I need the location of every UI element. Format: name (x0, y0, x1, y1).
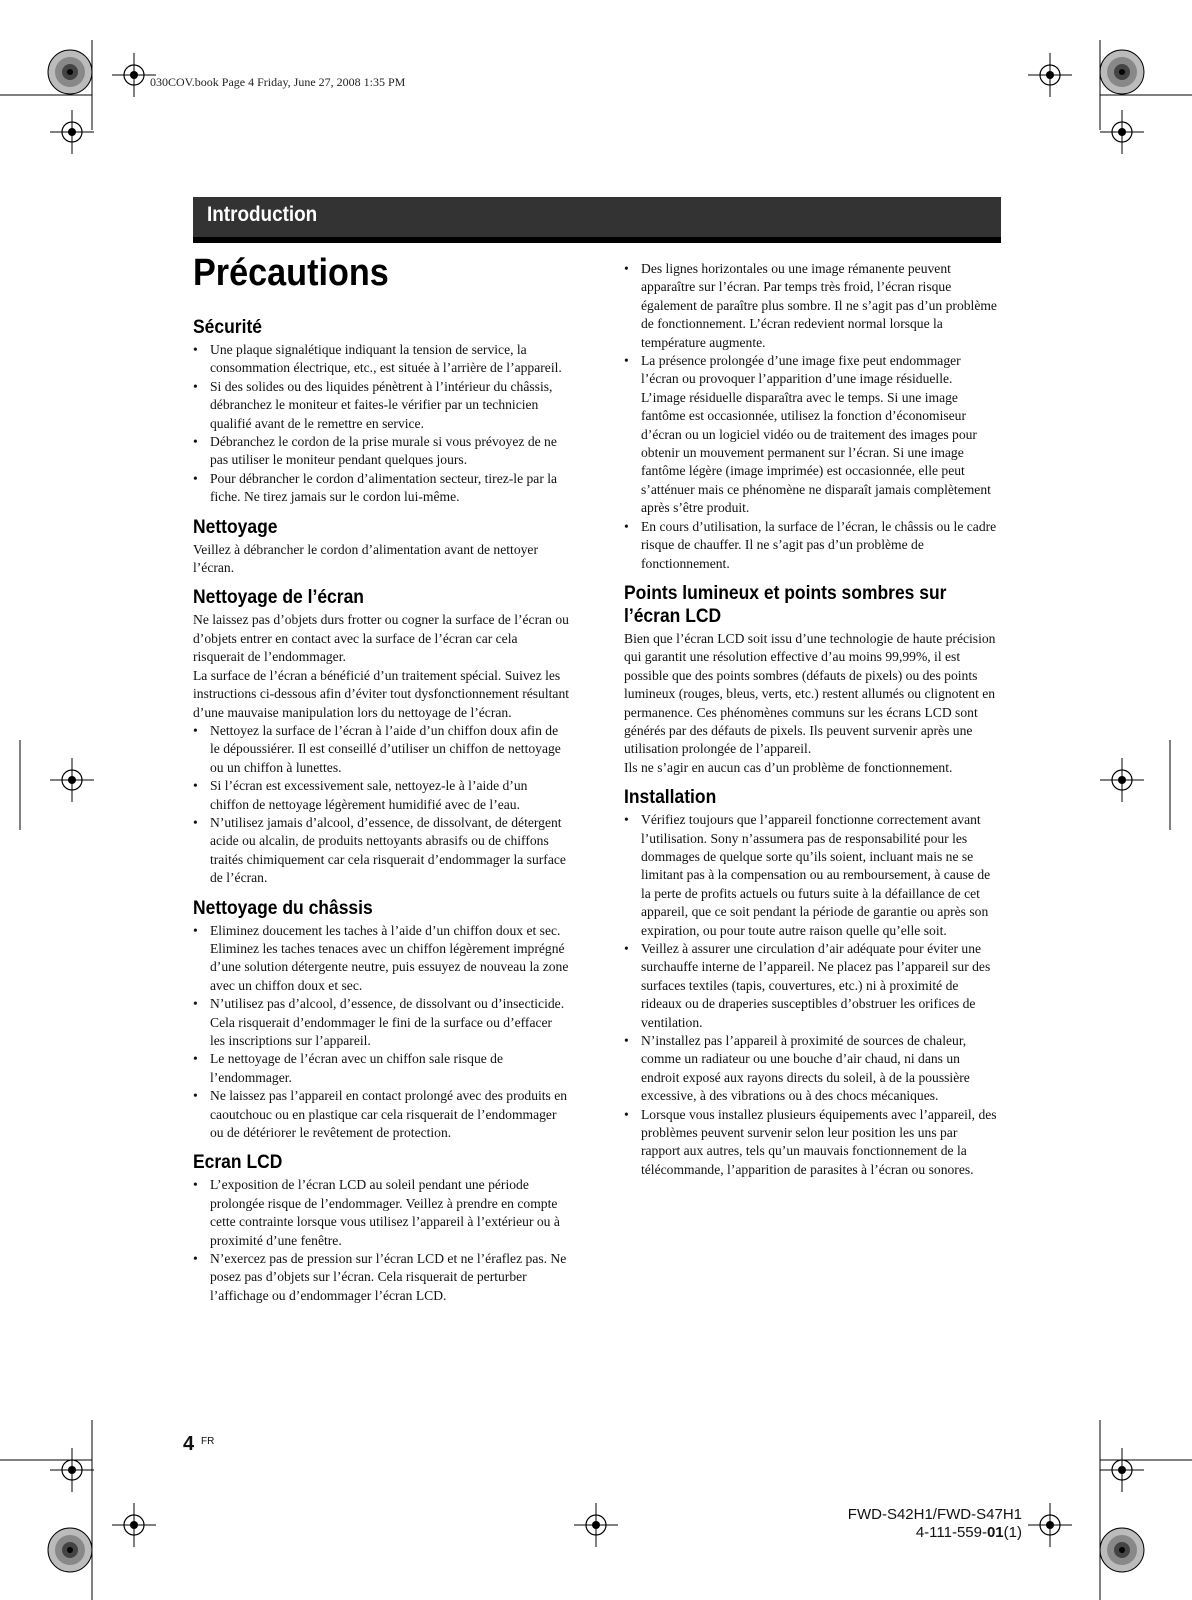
list-item: • L’exposition de l’écran LCD au soleil pendant une période prolongée risque de l’endommager. Veillez à prendre en compte cette contrainte lorsque vous utilisez l’appareil à l’extérieur ou à proximité d’une fenêtre. (193, 1176, 569, 1250)
heading-nettoyage-chassis: Nettoyage du châssis (193, 897, 373, 919)
page-title: Précautions (193, 252, 389, 294)
ecran-lcd-list (193, 1176, 569, 1305)
nettoyage-ecran-p2: La surface de l’écran a bénéficié d’un traitement spécial. Suivez les instructions ci-dessous afin d’éviter tout dysfonctionnement résultant d’une mauvaise manipulation lors du nettoyage de l’écran. (193, 667, 570, 720)
heading-points-lumineux: Points lumineux et points sombres sur l’écran LCD (624, 582, 947, 627)
list-item: • Ne laissez pas l’appareil en contact prolongé avec des produits en caoutchouc ou en plastique car cela risquerait de l’endommager ou de détériorer le revêtement de protection. (193, 1087, 569, 1142)
list-item: • Pour débrancher le cordon d’alimentation secteur, tirez-le par la fiche. Ne tirez jamais sur le cordon lui-même. (193, 470, 569, 507)
part-code (848, 1524, 1022, 1542)
nettoyage-ecran-p1: Ne laissez pas d’objets durs frotter ou cogner la surface de l’écran ou d’objets entrer en contact avec la surface de l’écran car cela risquerait de l’endommager. (193, 612, 569, 665)
heading-installation: Installation (624, 787, 717, 809)
list-item: • Si l’écran est excessivement sale, nettoyez-le à l’aide d’un chiffon de nettoyage légèrement humidifié avec de l’eau. (193, 777, 569, 814)
nettoyage-chassis-list (193, 922, 569, 1143)
section-label: Introduction (207, 203, 318, 226)
book-info: 030COV.book Page 4 Friday, June 27, 2008 1:35 PM (150, 75, 406, 89)
heading-nettoyage-ecran: Nettoyage de l’écran (193, 587, 364, 609)
lcd-continued-list (624, 260, 1000, 573)
list-item: • N’installez pas l’appareil à proximité de sources de chaleur, comme un radiateur ou une bouche d’air chaud, ni dans un endroit exposé aux rayons directs du soleil, à de la poussière excessive, à des vibrations ou à des chocs mécaniques. (624, 1032, 1000, 1106)
list-item: • La présence prolongée d’une image fixe peut endommager l’écran ou provoquer l’apparition d’une image résiduelle. L’image résiduelle disparaîtra avec le temps. Si une image fantôme est occasionnée, utilisez la fonction d’économiseur d’écran ou un logiciel vidéo ou de traitement des images pour obtenir un mouvement permanent sur l’écran. Si une image fantôme légère (image imprimée) est occasionnée, elle peut s’atténuer mais ce phénomène ne disparaît jamais complètement après s’être produit. (624, 352, 1000, 518)
list-item: • Veillez à assurer une circulation d’air adéquate pour éviter une surchauffe interne de l’appareil. Ne placez pas l’appareil sur des surfaces textiles (tapis, couvertures, etc.) ni à proximité de rideaux ou de draperies susceptibles d’obstruer les orifices de ventilation. (624, 940, 1000, 1032)
heading-nettoyage: Nettoyage (193, 516, 278, 538)
list-item: • N’exercez pas de pression sur l’écran LCD et ne l’éraflez pas. Ne posez pas d’objets sur l’écran. Cela risquerait de perturber l’affichage ou d’endommager l’écran LCD. (193, 1250, 569, 1305)
part-code-suffix: (1) (1003, 1524, 1022, 1541)
list-item: • Des lignes horizontales ou une image rémanente peuvent apparaître sur l’écran. Par temps très froid, l’écran risque également de paraître plus sombre. Il ne s’agit pas d’un problème de fonctionnement. L’écran redevient normal lorsque la température augmente. (624, 260, 1000, 352)
installation-list (624, 811, 1000, 1179)
heading-securite: Sécurité (193, 317, 262, 338)
list-item: • N’utilisez jamais d’alcool, d’essence, de dissolvant, de détergent acide ou alcalin, de produits nettoyants abrasifs ou de chiffons traités chimiquement car cela risquerait d’endommager la surface de l’écran. (193, 814, 569, 888)
list-item: • N’utilisez pas d’alcool, d’essence, de dissolvant ou d’insecticide. Cela risquerait d’endommager le fini de la surface ou d’effacer les inscriptions sur l’appareil. (193, 995, 569, 1050)
securite-list (193, 341, 569, 507)
rosette-mark-br (1100, 1528, 1144, 1572)
nettoyage-text: Veillez à débrancher le cordon d’alimentation avant de nettoyer l’écran. (193, 541, 538, 576)
right-column (624, 260, 1000, 1179)
list-item: • Si des solides ou des liquides pénètrent à l’intérieur du châssis, débranchez le moniteur et faites-le vérifier par un technicien qualifié avant de le remettre en service. (193, 378, 569, 433)
list-item: • Une plaque signalétique indiquant la tension de service, la consommation électrique, etc., est située à l’arrière de l’appareil. (193, 341, 569, 378)
list-item: • Débranchez le cordon de la prise murale si vous prévoyez de ne pas utiliser le moniteur pendant quelques jours. (193, 433, 569, 470)
list-item: • Eliminez doucement les taches à l’aide d’un chiffon doux et sec. Eliminez les taches tenaces avec un chiffon légèrement imprégné d’une solution détergente neutre, puis essuyez de nouveau la zone avec un chiffon doux et sec. (193, 922, 569, 996)
list-item: • Vérifiez toujours que l’appareil fonctionne correctement avant l’utilisation. Sony n’assumera pas de responsabilité pour les dommages de quelque sorte qu’ils soient, incluant mais ne se limitant pas à la compensation ou au remboursement, à cause de la perte de profits actuels ou futurs suite à la défaillance de cet appareil, que ce soit pendant la période de garantie ou après son expiration, ou pour toute autre raison quelle qu’elle soit. (624, 811, 1000, 940)
points-p1: Bien que l’écran LCD soit issu d’une technologie de haute précision qui garantit une résolution effective d’au moins 99,99%, il est possible que des points sombres (défauts de pixels) ou des points lumineux (rouges, bleus, verts, etc.) restent allumés ou clignotent en permanence. Ces phénomènes communs sur les écrans LCD sont générés par des défauts de pixels. Ils peuvent survenir après une utilisation prolongée de l’appareil. (624, 630, 996, 757)
section-header-bar (193, 197, 1001, 243)
list-item: • Lorsque vous installez plusieurs équipements avec l’appareil, des problèmes peuvent survenir selon leur position les uns par rapport aux autres, tels qu’un mauvais fonctionnement de la télécommande, l’apparition de parasites à l’écran ou sonores. (624, 1106, 1000, 1180)
points-p2: Ils ne s’agir en aucun cas d’un problème de fonctionnement. (624, 759, 953, 775)
model-info (848, 1506, 1022, 1542)
left-column (193, 316, 569, 1305)
heading-ecran-lcd: Ecran LCD (193, 1152, 283, 1174)
rosette-mark-tl (48, 50, 92, 94)
rosette-mark-tr (1100, 50, 1144, 94)
page-language: FR (201, 1436, 215, 1447)
list-item: • En cours d’utilisation, la surface de l’écran, le châssis ou le cadre risque de chauffer. Il ne s’agit pas d’un problème de fonctionnement. (624, 518, 1000, 573)
part-code-prefix: 4-111-559- (915, 1524, 987, 1541)
page-number: 4 (183, 1433, 195, 1455)
list-item: • Nettoyez la surface de l’écran à l’aide d’un chiffon doux afin de le dépoussiérer. Il est conseillé d’utiliser un chiffon de nettoyage ou un chiffon à lunettes. (193, 722, 569, 777)
nettoyage-ecran-list (193, 722, 569, 888)
rosette-mark-bl (48, 1528, 92, 1572)
part-code-bold: 01 (986, 1524, 1004, 1541)
list-item: • Le nettoyage de l’écran avec un chiffon sale risque de l’endommager. (193, 1050, 569, 1087)
model-name: FWD-S42H1/FWD-S47H1 (847, 1506, 1022, 1523)
